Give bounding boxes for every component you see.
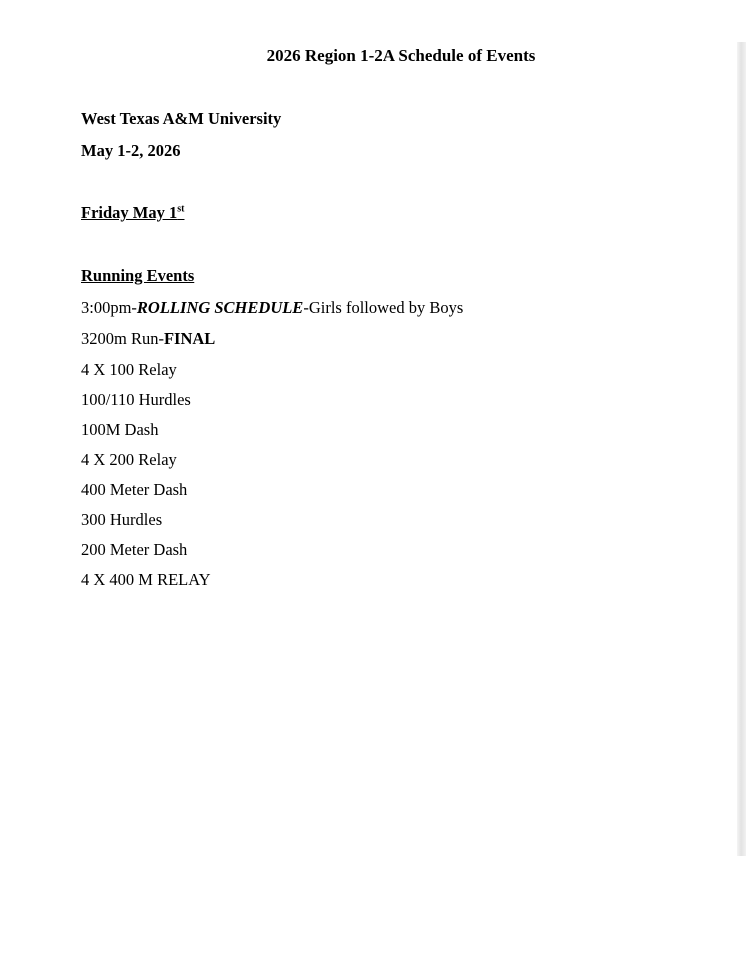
first-event-name: 3200m Run- — [81, 329, 164, 348]
event-item: 100M Dash — [81, 420, 159, 439]
event-item: 400 Meter Dash — [81, 480, 188, 499]
schedule-emphasis: ROLLING SCHEDULE — [136, 298, 304, 317]
day-heading-text: Friday May 1 — [81, 203, 178, 222]
dates-text: May 1-2, 2026 — [81, 141, 181, 160]
event-item: 200 Meter Dash — [81, 540, 188, 559]
schedule-note: -Girls followed by Boys — [303, 298, 464, 317]
schedule-line — [81, 297, 463, 319]
day-heading — [81, 202, 184, 224]
first-event-tag: FINAL — [163, 329, 216, 348]
day-heading-suffix: st — [177, 203, 185, 215]
section-heading: Running Events — [81, 266, 195, 285]
event-item: 4 X 200 Relay — [81, 450, 177, 469]
venue-text: West Texas A&M University — [81, 109, 282, 128]
schedule-time: 3:00pm- — [81, 298, 137, 317]
event-item: 4 X 100 Relay — [81, 360, 177, 379]
first-event — [81, 328, 215, 350]
event-item: 100/110 Hurdles — [81, 390, 191, 409]
event-item: 300 Hurdles — [81, 510, 163, 529]
document-title: 2026 Region 1-2A Schedule of Events — [266, 46, 536, 65]
event-item: 4 X 400 M RELAY — [81, 570, 211, 589]
page-edge-shadow — [737, 42, 746, 856]
